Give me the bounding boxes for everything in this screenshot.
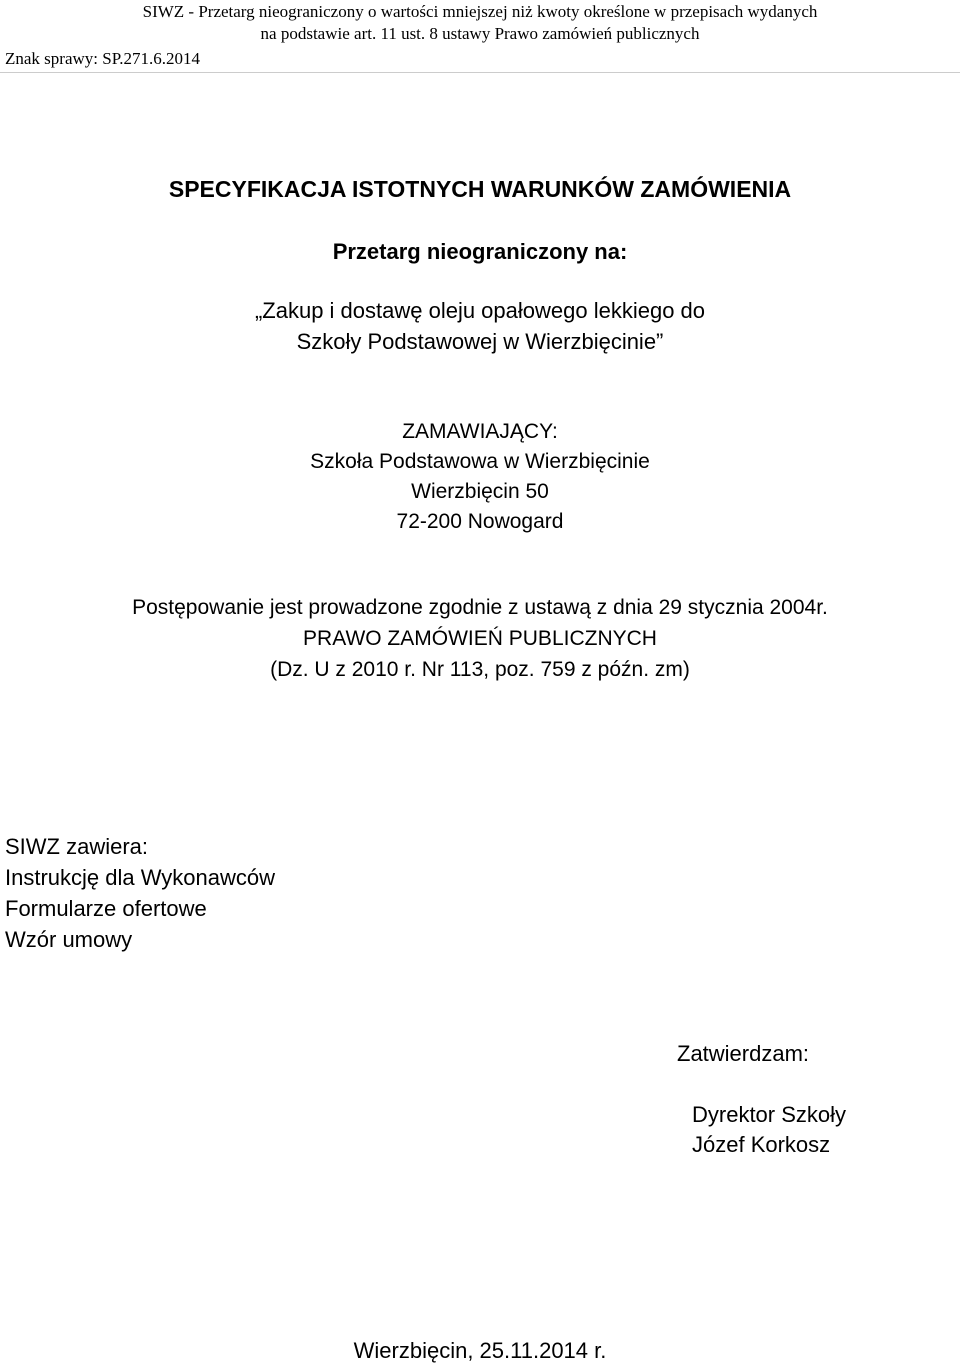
legal-basis-line-1: Postępowanie jest prowadzone zgodnie z ustawą z dnia 29 stycznia 2004r. [132,596,828,619]
document-title: SPECYFIKACJA ISTOTNYCH WARUNKÓW ZAMÓWIENIA [168,176,792,202]
signatory [692,1100,846,1160]
contents-item: Wzór umowy [5,927,133,952]
orderer-address-line-1: Wierzbięcin 50 [411,480,549,503]
document-header [0,0,960,73]
legal-basis [0,592,960,685]
signatory-position: Dyrektor Szkoły [692,1102,847,1127]
contents-heading: SIWZ zawiera: [5,834,149,859]
place-and-date: Wierzbięcin, 25.11.2014 r. [353,1338,607,1363]
orderer-name: Szkoła Podstawowa w Wierzbięcinie [310,450,650,473]
legal-basis-line-2: PRAWO ZAMÓWIEŃ PUBLICZNYCH [303,627,657,650]
procedure-type: Przetarg nieograniczony na: [332,239,628,264]
contents-item: Instrukcję dla Wykonawców [5,865,276,890]
contents-list [5,831,275,955]
orderer-address-line-2: 72-200 Nowogard [396,510,564,533]
signatory-name: Józef Korkosz [692,1132,831,1157]
header-line-2: na podstawie art. 11 ust. 8 ustawy Prawo zamówień publicznych [260,24,700,43]
order-subject [0,295,960,357]
header-line-1: SIWZ - Przetarg nieograniczony o wartości mniejszej niż kwoty określone w przepisach wydanych [142,2,818,21]
orderer-block [0,417,960,537]
order-subject-line-2: Szkoły Podstawowej w Wierzbięcinie” [296,329,664,354]
orderer-label: ZAMAWIAJĄCY: [402,420,558,443]
order-subject-line-1: „Zakup i dostawę oleju opałowego lekkiego do [254,298,706,323]
approval-label: Zatwierdzam: [677,1041,810,1066]
contents-item: Formularze ofertowe [5,896,207,921]
case-number: Znak sprawy: SP.271.6.2014 [5,49,201,68]
legal-basis-line-3: (Dz. U z 2010 r. Nr 113, poz. 759 z późn. zm) [270,658,690,681]
